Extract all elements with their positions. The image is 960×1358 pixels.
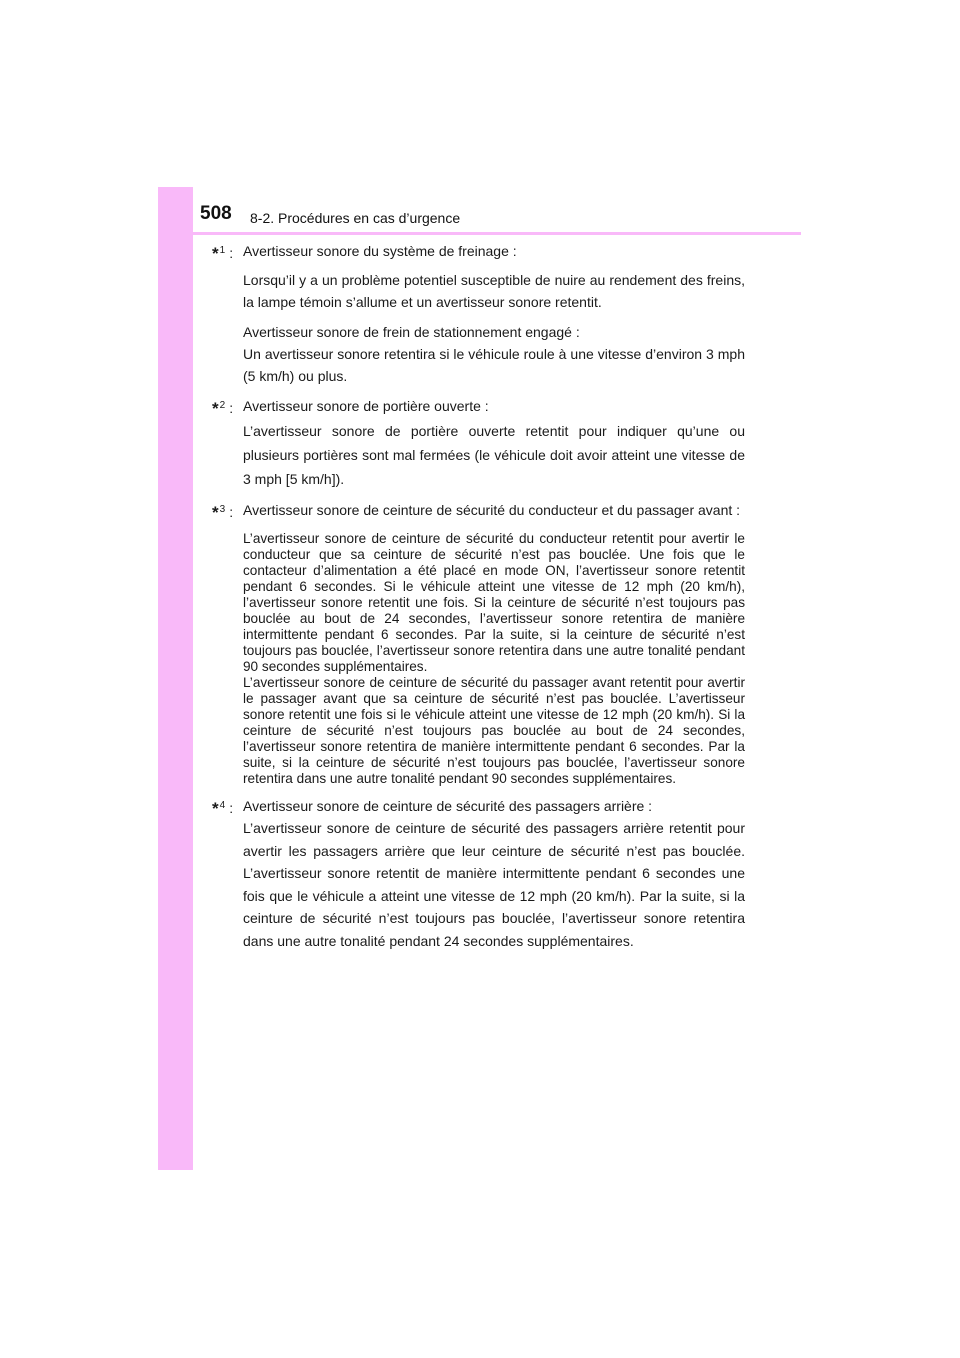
footnote-number: 2 [219,400,226,411]
page-number: 508 [200,203,232,224]
footnote-paragraph: Lorsqu’il y a un problème potentiel susceptible de nuire au rendement des freins, la lampe témoin s’allume et un avertisseur sonore retentit. [243,272,745,310]
footnote-1 [212,240,745,387]
footnote-number: 4 [219,800,226,811]
footnote-title: Avertisseur sonore du système de freinage : [243,243,517,259]
asterisk-icon: * [212,244,219,263]
footnote-marker: *$^3$ : [212,503,234,522]
footnote-paragraph: L’avertisseur sonore de portière ouverte retentit pour indiquer qu’une ou plusieurs portières sont mal fermées (le véhicule doit avoir atteint une vitesse de 3 mph [5 km/h]). [243,423,745,487]
footnote-paragraph: Un avertisseur sonore retentira si le véhicule roule à une vitesse d’environ 3 mph (5 km/h) ou plus. [243,346,745,384]
footnote-title: Avertisseur sonore de ceinture de sécurité du conducteur et du passager avant : [243,502,741,518]
footnote-number: 1 [219,245,226,256]
footnote-subtitle: Avertisseur sonore de frein de stationnement engagé : [243,324,580,340]
footnote-marker: *$^2$ : [212,399,234,418]
footnote-3 [212,499,745,787]
section-title: 8-2. Procédures en cas d’urgence [250,210,461,226]
footnote-marker: *$^4$ : [212,799,234,818]
footnote-title: Avertisseur sonore de portière ouverte : [243,398,489,414]
footnote-list [212,240,745,960]
footnote-marker: *$^1$ : [212,244,234,263]
footnote-paragraph: L’avertisseur sonore de ceinture de sécurité des passagers arrière retentit pour avertir les passagers arrière que leur ceinture de sécurité n’est pas bouclée. L’avertisseur sonore retentit de manière intermittente pendant 6 secondes une fois que le véhicule a atteint une vitesse de 12 mph (20 km/h). Par la suite, si la ceinture de sécurité n’est toujours pas bouclée, l’avertisseur sonore retentira dans une autre tonalité pendant 24 secondes supplémentaires. [243,820,745,949]
footnote-4 [212,795,745,952]
side-color-band [158,187,193,1170]
asterisk-icon: * [212,503,219,522]
asterisk-icon: * [212,799,219,818]
footnote-paragraph: L’avertisseur sonore de ceinture de sécurité du passager avant retentit pour avertir le passager avant que sa ceinture de sécurité n’est pas bouclée. L’avertisseur sonore retentit une fois si le véhicule atteint une vitesse de 12 mph (20 km/h). Si la ceinture de sécurité n’est toujours pas bouclée au bout de 24 secondes, l’avertisseur sonore retentira de manière intermittente pendant 6 secondes. Par la suite, si la ceinture de sécurité n’est toujours pas bouclée, l’avertisseur sonore retentira dans une autre tonalité pendant 90 secondes supplémentaires. [243,675,745,786]
footnote-title: Avertisseur sonore de ceinture de sécurité des passagers arrière : [243,798,653,814]
footnote-number: 3 [219,504,226,515]
header-rule [193,232,801,235]
footnote-paragraph: L’avertisseur sonore de ceinture de sécurité du conducteur retentit pour avertir le conducteur que sa ceinture de sécurité n’est pas bouclée. Une fois que le contacteur d’alimentation a été placé en mode ON, l’avertisseur sonore retentit pendant 6 secondes. Si le véhicule atteint une vitesse de 12 mph (20 km/h), l’avertisseur sonore retentit une fois. Si la ceinture de sécurité n’est toujours pas bouclée au bout de 24 secondes, l’avertisseur sonore retentira de manière intermittente pendant 6 secondes. Par la suite, si la ceinture de sécurité n’est toujours pas bouclée, l’avertisseur sonore retentira dans une autre tonalité pendant 90 secondes supplémentaires. [243,531,745,674]
footnote-2 [212,395,745,491]
asterisk-icon: * [212,399,219,418]
